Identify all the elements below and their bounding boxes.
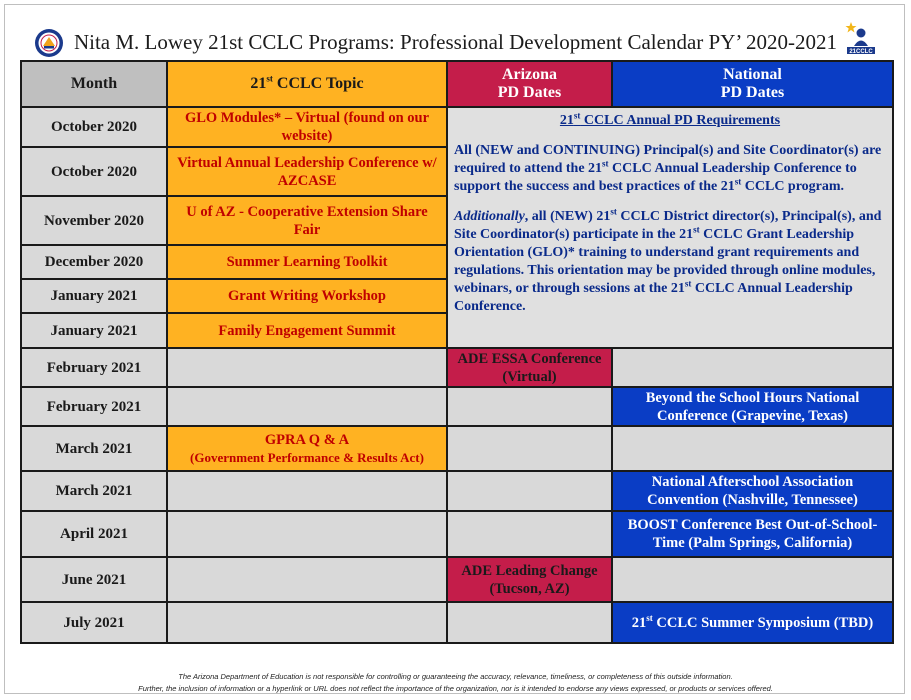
arizona-pd-cell: ADE Leading Change (Tucson, AZ) (447, 557, 612, 602)
month-cell: December 2020 (21, 245, 167, 279)
month-cell: October 2020 (21, 107, 167, 147)
topic-cell: Virtual Annual Leadership Conference w/ AZCASE (167, 147, 447, 196)
topic-cell: Family Engagement Summit (167, 313, 447, 348)
arizona-pd-cell (447, 387, 612, 426)
requirements-paragraph-2: Additionally, all (NEW) 21st CCLC District director(s), Principal(s), and Site Coordinator(s) participate in the 21st CCLC Grant Leadership Orientation (GLO)* training to understand grant requirements and regulations. This orientation may be provided through online modules, webinars, or through sessions at the 21st CCLC Annual Leadership Conference. (454, 206, 882, 314)
national-pd-cell (612, 426, 893, 471)
topic-cell (167, 387, 447, 426)
header-row (21, 61, 893, 107)
header-national-pd-dates: National PD Dates (612, 61, 893, 107)
month-cell: November 2020 (21, 196, 167, 245)
month-cell: February 2021 (21, 348, 167, 387)
month-cell: January 2021 (21, 279, 167, 313)
month-cell: February 2021 (21, 387, 167, 426)
month-cell: October 2020 (21, 147, 167, 196)
table-row (21, 387, 893, 426)
topic-cell: GLO Modules* – Virtual (found on our website) (167, 107, 447, 147)
table-row (21, 107, 893, 147)
table-row (21, 426, 893, 471)
requirements-title: 21st CCLC Annual PD Requirements (559, 110, 781, 128)
national-pd-cell: 21st CCLC Summer Symposium (TBD) (612, 602, 893, 643)
month-cell: March 2021 (21, 426, 167, 471)
month-cell: July 2021 (21, 602, 167, 643)
pd-calendar-table (20, 60, 894, 644)
topic-cell: Grant Writing Workshop (167, 279, 447, 313)
topic-cell (167, 602, 447, 643)
table-row (21, 602, 893, 643)
cclc-logo-text: 21CCLC (849, 49, 873, 55)
month-cell: June 2021 (21, 557, 167, 602)
topic-cell: Summer Learning Toolkit (167, 245, 447, 279)
header-arizona-pd-dates: Arizona PD Dates (447, 61, 612, 107)
arizona-pd-cell: ADE ESSA Conference (Virtual) (447, 348, 612, 387)
requirements-paragraph-1: All (NEW and CONTINUING) Principal(s) and Site Coordinator(s) are required to attend the 21st CCLC Annual Leadership Conference to support the success and best practices of the 21st CCLC program. (454, 143, 882, 194)
header-month: Month (21, 61, 167, 107)
month-cell: April 2021 (21, 511, 167, 557)
arizona-pd-cell (447, 511, 612, 557)
month-cell: January 2021 (21, 313, 167, 348)
month-cell: March 2021 (21, 471, 167, 511)
disclaimer-footer (0, 671, 911, 695)
topic-cell: GPRA Q & A (Government Performance & Results Act) (167, 426, 447, 471)
national-pd-cell (612, 557, 893, 602)
arizona-pd-cell (447, 602, 612, 643)
national-pd-cell: National Afterschool Association Convention (Nashville, Tennessee) (612, 471, 893, 511)
national-pd-cell: Beyond the School Hours National Conference (Grapevine, Texas) (612, 387, 893, 426)
header-topic: 21st CCLC Topic (167, 61, 447, 107)
national-pd-cell (612, 348, 893, 387)
topic-cell (167, 511, 447, 557)
table-row (21, 348, 893, 387)
national-pd-cell: BOOST Conference Best Out-of-School-Time (Palm Springs, California) (612, 511, 893, 557)
disclaimer-line-1: The Arizona Department of Education is not responsible for controlling or guaranteeing the accuracy, relevance, timeliness, or completeness of this outside information. (178, 672, 733, 681)
annual-pd-requirements (447, 107, 893, 348)
disclaimer-line-2: Further, the inclusion of information or a hyperlink or URL does not reflect the importance of the organization, nor is it intended to endorse any views expressed, or products or services offered. (138, 684, 773, 693)
topic-cell (167, 348, 447, 387)
table-row (21, 557, 893, 602)
table-row (21, 471, 893, 511)
arizona-pd-cell (447, 426, 612, 471)
topic-cell: U of AZ - Cooperative Extension Share Fair (167, 196, 447, 245)
arizona-pd-cell (447, 471, 612, 511)
table-row (21, 511, 893, 557)
topic-cell (167, 557, 447, 602)
topic-cell (167, 471, 447, 511)
page-title: Nita M. Lowey 21st CCLC Programs: Professional Development Calendar PY’ 2020-2021 (73, 30, 838, 54)
